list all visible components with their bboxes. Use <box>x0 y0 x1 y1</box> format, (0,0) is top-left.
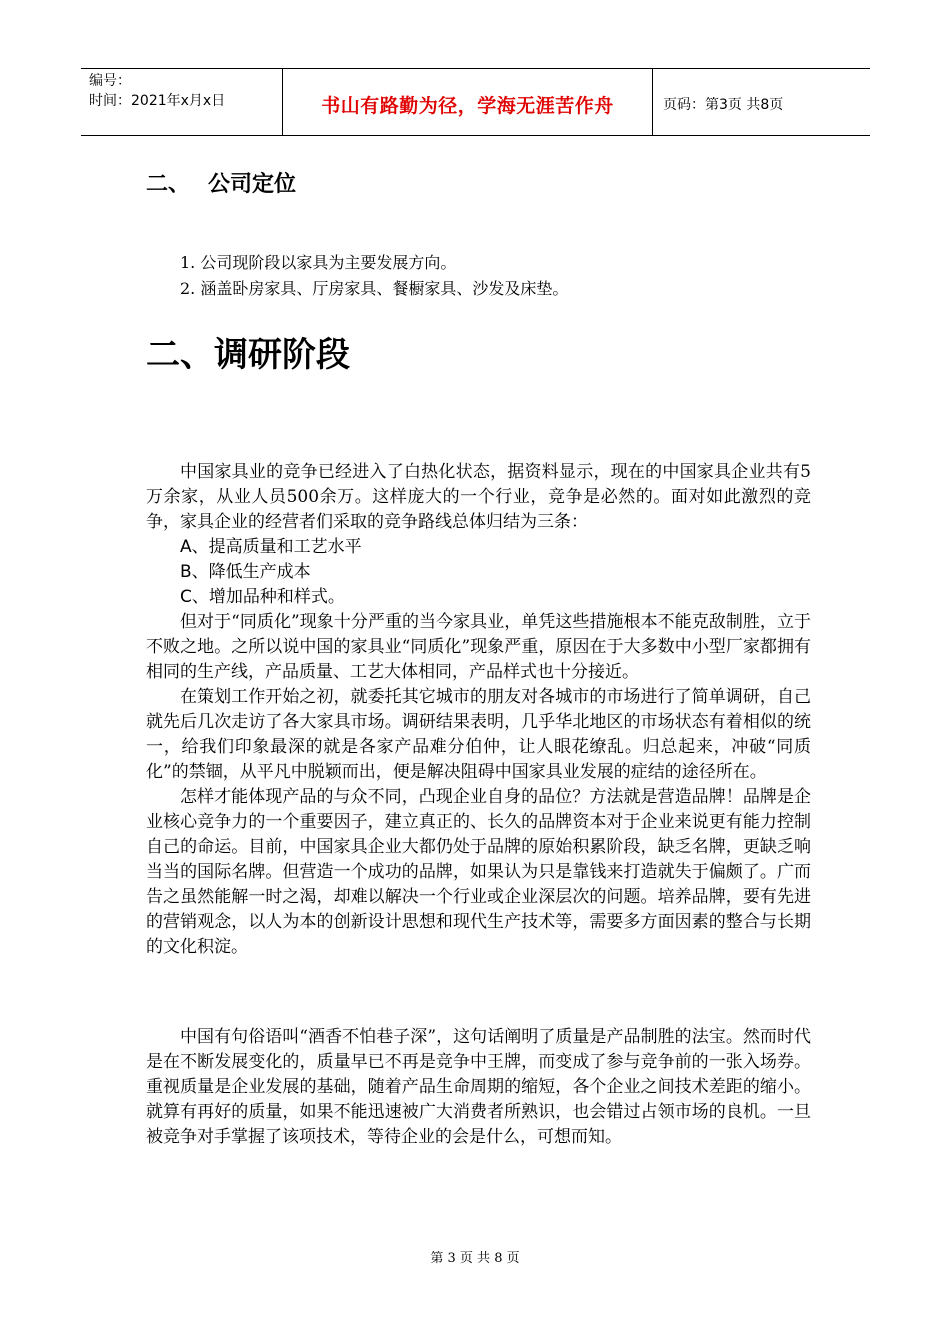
section-title: 公司定位 <box>208 172 297 197</box>
page-header <box>81 68 870 136</box>
header-motto: 书山有路勤为径，学海无涯苦作舟 <box>321 94 614 117</box>
list-item: 1. 公司现阶段以家具为主要发展方向。 <box>180 253 457 272</box>
quality-paragraph: 中国有句俗语叫“酒香不怕巷子深”，这句话阐明了质量是产品制胜的法宝。然而时代是在不断发展变化的，质量早已不再是竞争中王牌，而变成了参与竞争前的一张入场券。重视质量是企业发展的基础，随着产品生命周期的缩短，各个企业之间技术差距的缩小。就算有再好的质量，如果不能迅速被广大消费者所熟识，也会错过占领市场的良机。一旦被竞争对手掌握了该项技术，等待企业的会是什么，可想而知。 <box>146 1027 811 1147</box>
header-page-info: 页码：第3页 共8页 <box>663 97 784 113</box>
homogenization-paragraph: 但对于“同质化”现象十分严重的当今家具业，单凭这些措施根本不能克敌制胜，立于不败之地。之所以说中国的家具业“同质化”现象严重，原因在于大多数中小型厂家都拥有相同的生产线，产品质量、工艺大体相同，产品样式也十分接近。 <box>146 612 811 682</box>
section-heading-company-positioning <box>146 168 296 202</box>
strategy-item: B、降低生产成本 <box>180 562 311 582</box>
header-motto-cell <box>282 69 653 135</box>
intro-paragraph: 中国家具业的竞争已经进入了白热化状态，据资料显示，现在的中国家具企业共有5万余家，从业人员500余万。这样庞大的一个行业，竞争是必然的。面对如此激烈的竞争，家具企业的经营者们采取的竞争路线总体归结为三条： <box>146 462 811 532</box>
strategy-item: A、提高质量和工艺水平 <box>180 537 362 557</box>
brand-paragraph: 怎样才能体现产品的与众不同，凸现企业自身的品位？方法就是营造品牌！品牌是企业核心竞争力的一个重要因子，建立真正的、长久的品牌资本对于企业来说更有能力控制自己的命运。目前，中国家具企业大都仍处于品牌的原始积累阶段，缺乏名牌，更缺乏响当当的国际名牌。但营造一个成功的品牌，如果认为只是靠钱来打造就失于偏颇了。广而告之虽然能解一时之渴，却难以解决一个行业或企业深层次的问题。培养品牌，要有先进的营销观念，以人为本的创新设计思想和现代生产技术等，需要多方面因素的整合与长期的文化积淀。 <box>146 787 811 957</box>
market-research-paragraph: 在策划工作开始之初，就委托其它城市的朋友对各城市的市场进行了简单调研，自己就先后几次走访了各大家具市场。调研结果表明，几乎华北地区的市场状态有着相似的统一，给我们印象最深的就是各家产品难分伯仲，让人眼花缭乱。归总起来，冲破“同质化”的禁锢，从平凡中脱颖而出，便是解决阻碍中国家具业发展的症结的途径所在。 <box>146 687 811 782</box>
page-footer: 第 3 页 共 8 页 <box>430 1251 520 1266</box>
section-heading-research-stage: 二、调研阶段 <box>146 335 350 375</box>
document-date: 时间：2021年x月x日 <box>89 93 226 109</box>
document-number-label: 编号： <box>89 73 131 89</box>
strategy-item: C、增加品种和样式。 <box>180 587 345 607</box>
list-item: 2. 涵盖卧房家具、厅房家具、餐橱家具、沙发及床垫。 <box>180 279 569 298</box>
quality-body <box>146 1025 811 1150</box>
section-number: 二、 <box>146 172 191 197</box>
research-body <box>146 460 811 960</box>
header-meta <box>81 69 282 135</box>
positioning-list <box>180 250 568 302</box>
